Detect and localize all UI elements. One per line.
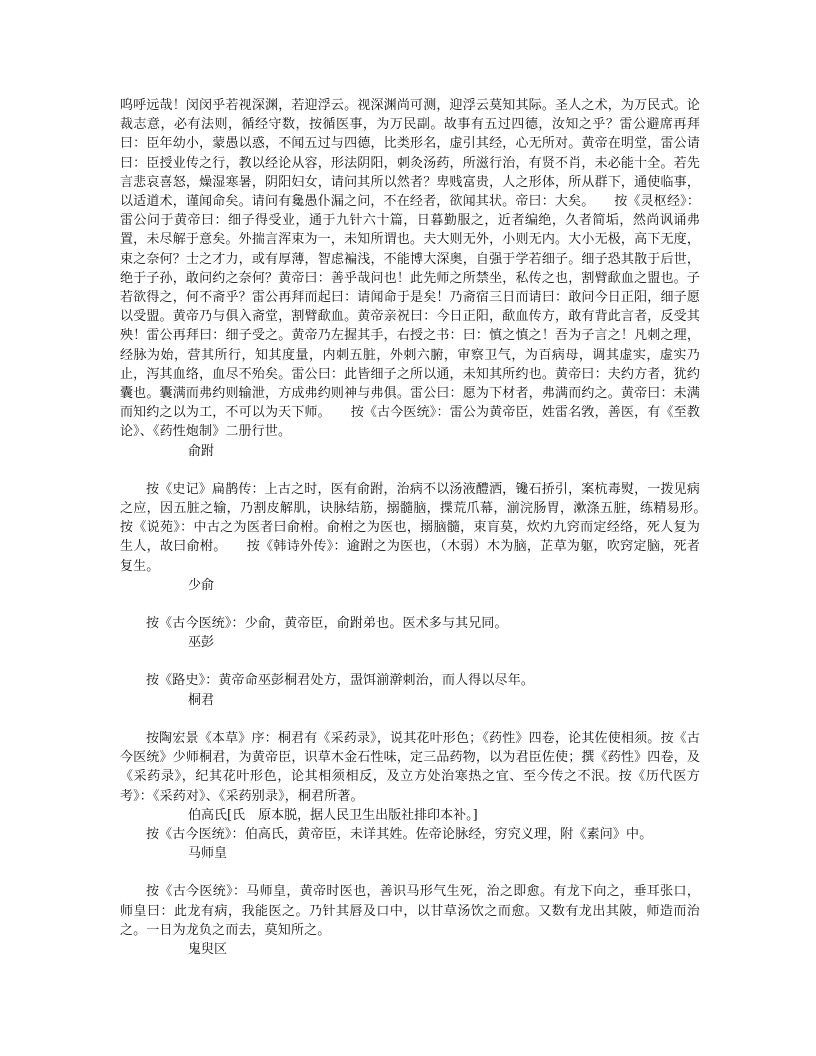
body-paragraph: 按《路史》：黄帝命巫彭桐君处方，盄饵湔澣刺治，而人得以尽年。 xyxy=(146,673,535,689)
blank-line xyxy=(120,461,700,480)
blank-line xyxy=(120,863,700,882)
blank-line xyxy=(120,652,700,671)
body-paragraph: 按《古今医统》：马师皇，黄帝时医也，善识马形气生死，治之即愈。有龙下向之，垂耳张口，师皇曰：此龙有病，我能医之。乃针其唇及口中，以甘草汤饮之而愈。又数有龙出其陂，师造而治之。一日为龙负之而去，莫知所之。 xyxy=(120,884,700,938)
section-heading: 伯高氏[氏 原本脱，据人民卫生出版社排印本补。] xyxy=(188,807,478,823)
blank-line xyxy=(120,710,700,729)
body-paragraph: 按《史记》扁鹊传：上古之时，医有俞跗，治病不以汤液醴洒，镵石挢引，案杭毒熨，一拨见病之应，因五脏之输，乃割皮解肌，诀脉结筋，搦髓脑，揲荒爪幕，湔浣肠胃，漱涤五脏，练精易形。 按《说苑》：中古之为医者曰俞柎。俞柎之为医也，搦脑髓，束肓莫，炊灼九窍而定经络，死人复为生人，故曰俞柎。 按《韩诗外传》：逾跗之为医也，（木弱）木为脑，芷草为躯，吹窍定脑，死者复生。 xyxy=(120,481,727,574)
section-heading: 俞跗 xyxy=(188,443,215,459)
body-paragraph: 呜呼远哉！闵闵乎若视深渊，若迎浮云。视深渊尚可测，迎浮云莫知其际。圣人之术，为万民式。论裁志意，必有法则，循经守数，按循医事，为万民副。故事有五过四德，汝知之乎？雷公避席再拜曰：臣年幼小，蒙愚以惑，不闻五过与四德，比类形名，虚引其经，心无所对。黄帝在明堂，雷公请曰：臣授业传之行，教以经论从容，形法阴阳，刺灸汤药，所滋行治，有贤不肖，未必能十全。若先言悲哀喜怒，燥湿寒暑，阴阳妇女，请问其所以然者？卑贱富贵，人之形体，所从群下，通使临事，以适道术，谨闻命矣。请问有毚愚仆漏之问，不在经者，欲闻其状。帝曰：大矣。 按《灵枢经》：雷公问于黄帝曰：细子得受业，通于九针六十篇，日暮勤服之，近者编绝，久者简垢，然尚讽诵弗置，未尽解于意矣。外揣言浑束为一，未知所谓也。夫大则无外，小则无内。大小无极，高下无度，束之奈何？士之才力，或有厚薄，智虑褊浅，不能博大深奥，自强于学若细子。细子恐其散于后世，绝于子孙，敢问约之奈何？黄帝曰：善乎哉问也！此先师之所禁坐，私传之也，割臂歃血之盟也。子若欲得之，何不斋乎？雷公再拜而起曰：请闻命于是矣！乃斋宿三日而请曰：敢问今日正阳，细子愿以受盟。黄帝乃与俱入斋堂，割臂歃血。黄帝亲祝曰：今日正阳，歃血传方，敢有背此言者，反受其殃！雷公再拜曰：细子受之。黄帝乃左握其手，右授之书：曰：慎之慎之！吾为子言之！凡刺之理，经脉为始，营其所行，知其度量，内刺五脏，外刺六腑，审察卫气，为百病母，调其虚实，虚实乃止，泻其血络，血尽不殆矣。雷公曰：此皆细子之所以通，未知其所约也。黄帝曰：夫约方者，犹约囊也。囊满而弗约则输泄，方成弗约则神与弗俱。雷公曰：愿为下材者，弗满而约之。黄帝曰：未满而知约之以为工，不可以为天下师。 按《古今医统》：雷公为黄帝臣，姓雷名敩，善医，有《至教论》、《药性炮制》二册行世。 xyxy=(120,98,700,440)
section-heading: 马师皇 xyxy=(188,846,228,862)
section-heading: 桐君 xyxy=(188,692,215,708)
blank-line xyxy=(120,595,700,614)
document-page xyxy=(120,96,727,959)
section-heading: 巫彭 xyxy=(188,635,215,651)
body-paragraph: 按陶宏景《本草》序：桐君有《采药录》，说其花叶形色；《药性》四卷，论其佐使相须。按《古今医统》少师桐君，为黄帝臣，识草木金石性味，定三品药物，以为君臣佐使；撰《药性》四卷，及《采药录》，纪其花叶形色，论其相须相反，及立方处治寒热之宜、至今传之不泯。按《历代医方考》：《采药对》、《采药别录》，桐君所著。 xyxy=(120,730,700,804)
body-paragraph: 按《古今医统》：伯高氏，黄帝臣，未详其姓。佐帝论脉经，穷究义理，附《素问》中。 xyxy=(146,826,653,842)
body-paragraph: 按《古今医统》：少俞，黄帝臣，俞跗弟也。医术多与其兄同。 xyxy=(146,616,508,632)
section-heading: 少俞 xyxy=(188,577,215,593)
section-heading: 鬼臾区 xyxy=(188,941,228,957)
